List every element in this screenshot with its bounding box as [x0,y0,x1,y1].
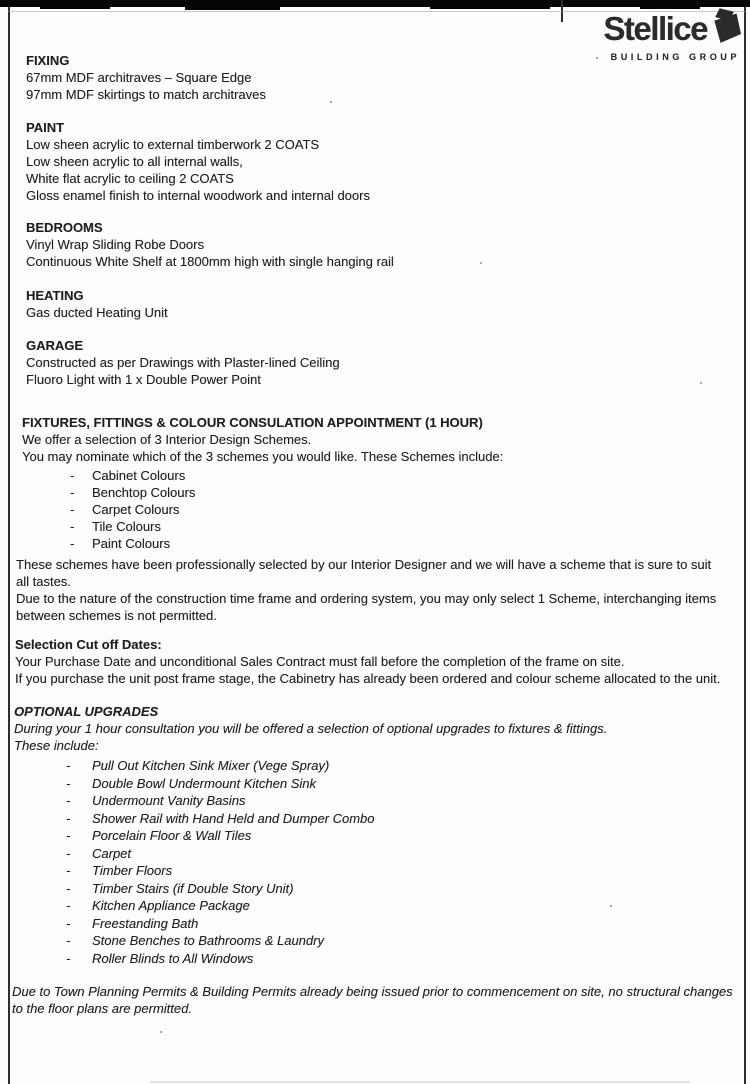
scan-speck [480,262,482,264]
scan-artifact [40,7,110,9]
scan-speck [160,1031,162,1033]
brand-name: Stellice [603,9,707,47]
list-item [66,827,375,845]
spec-line: 97mm MDF skirtings to match architraves [26,87,266,102]
spec-line: White flat acrylic to ceiling 2 COATS [26,171,234,186]
upgrade-item: - Carpet [92,845,132,861]
section-heading: BEDROOMS [26,220,103,235]
list-item [66,862,375,880]
section-heading: FIXING [26,53,70,68]
scan-bottom-smear [150,1081,690,1083]
upgrade-item: - Stone Benches to Bathrooms & Laundry [92,933,324,948]
list-item [66,897,375,915]
upgrade-item: - Timber Stairs (if Double Story Unit) [92,880,294,896]
upgrade-item: - Undermount Vanity Basins [92,793,246,808]
spec-line: Low sheen acrylic to all internal walls, [26,154,243,169]
scheme-item: - Benchtop Colours [92,485,196,500]
scan-speck [700,382,702,384]
section-heading: OPTIONAL UPGRADES [14,704,159,719]
upgrade-item: - Double Bowl Undermount Kitchen Sink [92,775,317,791]
spec-line: Fluoro Light with 1 x Double Power Point [26,372,261,387]
footer-note [12,983,739,1017]
upgrade-item: - Shower Rail with Hand Held and Dumper Combo [92,810,375,826]
scheme-item: - Carpet Colours [92,502,180,517]
section-heading: FIXTURES, FITTINGS & COLOUR CONSULATION APPOINTMENT (1 HOUR) [22,415,483,430]
section-heating [26,287,168,321]
scheme-item: - Paint Colours [92,536,171,551]
section-heading: HEATING [26,288,84,303]
scan-artifact [430,7,550,9]
upgrade-item: - Porcelain Floor & Wall Tiles [92,828,252,843]
cutoff-line: Your Purchase Date and unconditional Sales Contract must fall before the completion of the frame on site. [15,654,625,669]
scan-speck [330,101,332,103]
brand-tagline: BUILDING GROUP [610,52,740,62]
spec-line: Low sheen acrylic to external timberwork 2 COATS [26,137,320,152]
spec-line: Continuous White Shelf at 1800mm high with single hanging rail [26,254,394,269]
upgrade-item: - Freestanding Bath [92,915,199,931]
list-item [66,932,375,950]
list-item [66,810,375,828]
list-item [70,484,195,501]
diamond-logo-icon [709,7,741,50]
list-item [70,501,195,518]
section-garage [26,337,340,388]
upgrade-list [66,757,375,967]
upgrades-intro: These include: [14,738,99,753]
upgrade-item: - Pull Out Kitchen Sink Mixer (Vege Spray) [92,758,330,773]
section-consultation [22,414,503,465]
list-item [66,880,375,898]
spec-line: Constructed as per Drawings with Plaster-lined Ceiling [26,355,340,370]
note-paragraph: These schemes have been professionally selected by our Interior Designer and we will have a scheme that is sure to suit all tastes. [16,557,712,589]
scan-speck [610,905,612,907]
consultation-intro: We offer a selection of 3 Interior Design Schemes. [22,432,312,447]
consultation-intro: You may nominate which of the 3 schemes you would like. These Schemes include: [22,449,504,464]
upgrade-item: - Kitchen Appliance Package [92,898,250,913]
upgrade-item: - Timber Floors [92,863,173,878]
upgrade-item: - Roller Blinds to All Windows [92,950,254,966]
spec-line: Gloss enamel finish to internal woodwork and internal doors [26,188,370,203]
section-cutoff [15,636,720,687]
section-fixing [26,52,266,103]
list-item [66,950,375,968]
scheme-item: - Tile Colours [92,519,161,534]
scheme-item: - Cabinet Colours [92,468,186,483]
list-item [66,757,375,775]
spec-line: Vinyl Wrap Sliding Robe Doors [26,237,204,252]
list-item [70,518,195,535]
list-item [66,845,375,863]
spec-line: 67mm MDF architraves – Square Edge [26,70,252,85]
section-bedrooms [26,219,394,270]
section-heading: PAINT [26,120,65,135]
section-heading: GARAGE [26,338,84,353]
list-item [66,915,375,933]
list-item [70,535,195,552]
note-paragraph: Due to the nature of the construction time frame and ordering system, you may only select 1 Scheme, interchanging items between schemes is not permitted. [16,591,717,623]
logo [541,7,741,62]
consultation-notes [16,556,718,624]
scan-artifact [185,7,280,10]
section-paint [26,119,370,204]
list-item [66,775,375,793]
scan-left-border [8,7,10,1084]
cutoff-line: If you purchase the unit post frame stage, the Cabinetry has already been ordered and colour scheme allocated to the unit. [15,671,721,686]
scheme-list [70,467,195,552]
list-item [70,467,195,484]
spec-line: Gas ducted Heating Unit [26,305,168,320]
list-item [66,792,375,810]
scan-top-edge [0,0,750,7]
scan-right-border [744,7,746,1084]
upgrades-intro: During your 1 hour consultation you will be offered a selection of optional upgrades to fixtures & fittings. [14,721,608,736]
section-heading: Selection Cut off Dates: [15,637,162,652]
note-paragraph: Due to Town Planning Permits & Building Permits already being issued prior to commencement on site, no structural changes to the floor plans are permitted. [12,984,733,1016]
section-upgrades [14,703,607,754]
